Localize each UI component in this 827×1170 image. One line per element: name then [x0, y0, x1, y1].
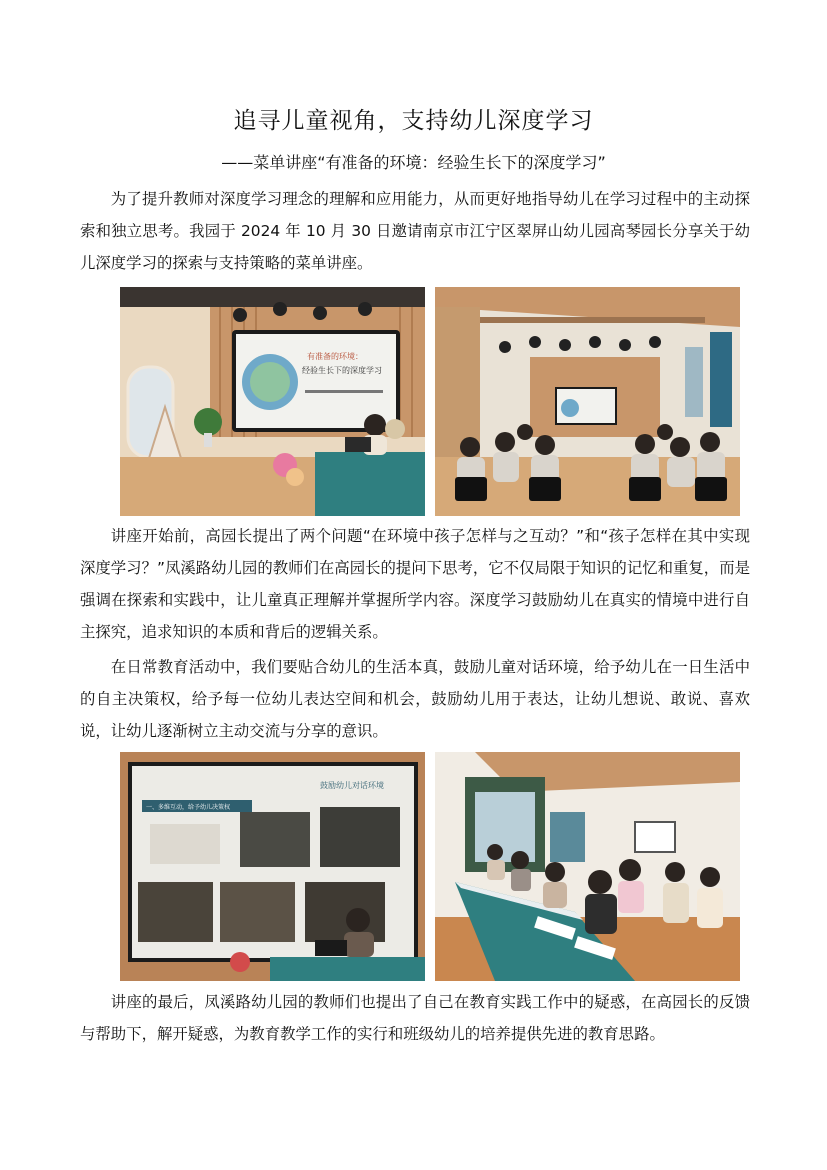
photo-teachers-notes-image	[435, 752, 740, 981]
paragraph-conclusion: 讲座的最后，凤溪路幼儿园的教师们也提出了自己在教育实践工作中的疑惑，在高园长的反馈与帮助下，解开疑惑，为教育教学工作的实行和班级幼儿的培养提供先进的教育思路。	[80, 993, 750, 1043]
slide-title-text: 有准备的环境：	[307, 352, 363, 361]
page-subtitle: ——菜单讲座“有准备的环境：经验生长下的深度学习”	[221, 153, 606, 172]
paragraph-questions: 讲座开始前，高园长提出了两个问题“在环境中孩子怎样与之互动？”和“孩子怎样在其中实现深度学习？”凤溪路幼儿园的教师们在高园长的提问下思考，它不仅局限于知识的记忆和重复，而是强调在探索和实践中，让儿童真正理解并掌握所学内容。深度学习鼓励幼儿在真实的情境中进行自主探究，追求知识的本质和背后的逻辑关系。	[80, 527, 750, 641]
photo-slide-dialogue-image	[120, 752, 425, 981]
paragraph-intro: 为了提升教师对深度学习理念的理解和应用能力，从而更好地指导幼儿在学习过程中的主动探索和独立思考。我园于 2024 年 10 月 30 日邀请南京市江宁区翠屏山幼儿园高琴园长分享关于幼儿深度学习的探索与支持策略的菜单讲座。	[80, 190, 750, 272]
paragraph-daily-activities: 在日常教育活动中，我们要贴合幼儿的生活本真，鼓励儿童对话环境，给予幼儿在一日生活中的自主决策权，给予每一位幼儿表达空间和机会，鼓励幼儿用于表达，让幼儿想说、敢说、喜欢说，让幼儿逐渐树立主动交流与分享的意识。	[80, 658, 750, 740]
photo-lecture-presenter-image	[120, 287, 425, 516]
slide-dialogue-title: 鼓励幼儿对话环境	[320, 781, 384, 790]
photo-slide-dialogue	[120, 752, 425, 981]
page-title: 追寻儿童视角，支持幼儿深度学习	[233, 108, 594, 134]
slide-subtitle-text: 经验生长下的深度学习	[302, 366, 382, 375]
photo-teachers-notes	[435, 752, 740, 981]
photo-lecture-audience-image	[435, 287, 740, 516]
photo-lecture-audience	[435, 287, 740, 516]
slide-dialogue-heading: 一、多维互动，给予幼儿决策权	[146, 804, 231, 811]
photo-lecture-presenter	[120, 287, 425, 516]
